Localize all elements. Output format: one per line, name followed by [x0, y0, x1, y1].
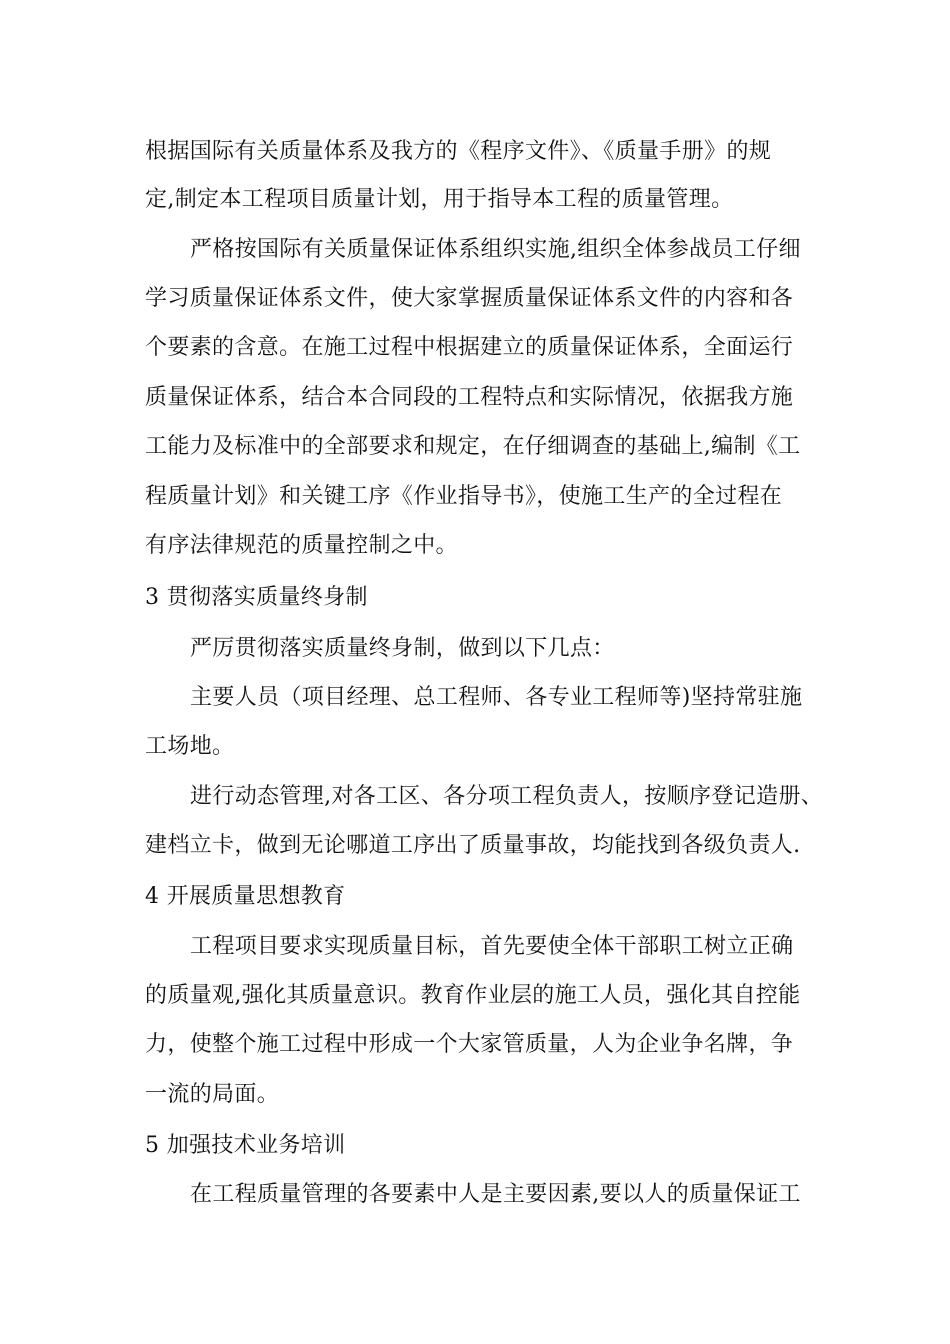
- paragraph-line: 有序法律规范的质量控制之中。: [145, 533, 458, 558]
- paragraph-line: 建档立卡，做到无论哪道工序出了质量事故，均能找到各级负责人.: [145, 833, 801, 858]
- paragraph-line: 质量保证体系，结合本合同段的工程特点和实际情况，依据我方施: [145, 385, 794, 410]
- paragraph-line: 在工程质量管理的各要素中人是主要因素,要以人的质量保证工: [190, 1182, 801, 1207]
- paragraph-line: 一流的局面。: [145, 1082, 280, 1107]
- paragraph-line: 定,制定本工程项目质量计划，用于指导本工程的质量管理。: [145, 187, 734, 212]
- paragraph-line: 程质量计划》和关键工序《作业指导书》，使施工生产的全过程在: [145, 484, 783, 509]
- paragraph-line: 个要素的含意。在施工过程中根据建立的质量保证体系，全面运行: [145, 335, 794, 360]
- section-heading: 4 开展质量思想教育: [145, 884, 346, 909]
- section-heading: 3 贯彻落实质量终身制: [145, 585, 368, 610]
- paragraph-line: 严格按国际有关质量保证体系组织实施,组织全体参战员工仔细: [190, 237, 801, 262]
- paragraph-line: 工场地。: [145, 734, 235, 759]
- paragraph-line: 工能力及标准中的全部要求和规定，在仔细调查的基础上,编制《工: [145, 434, 801, 459]
- paragraph-line: 学习质量保证体系文件，使大家掌握质量保证体系文件的内容和各: [145, 286, 794, 311]
- paragraph-line: 进行动态管理,对各工区、各分项工程负责人，按顺序登记造册、: [190, 784, 824, 809]
- paragraph-line: 力，使整个施工过程中形成一个大家管质量，人为企业争名牌，争: [145, 1032, 794, 1057]
- paragraph-line: 工程项目要求实现质量目标，首先要使全体干部职工树立正确: [190, 934, 794, 959]
- paragraph-line: 主要人员（项目经理、总工程师、各专业工程师等)坚持常驻施: [190, 685, 803, 710]
- paragraph-line: 的质量观,强化其质量意识。教育作业层的施工人员，强化其自控能: [145, 983, 801, 1008]
- paragraph-line: 根据国际有关质量体系及我方的《程序文件》、《质量手册》的规: [145, 139, 772, 164]
- paragraph-line: 严厉贯彻落实质量终身制，做到以下几点：: [190, 636, 615, 661]
- section-heading: 5 加强技术业务培训: [145, 1133, 346, 1158]
